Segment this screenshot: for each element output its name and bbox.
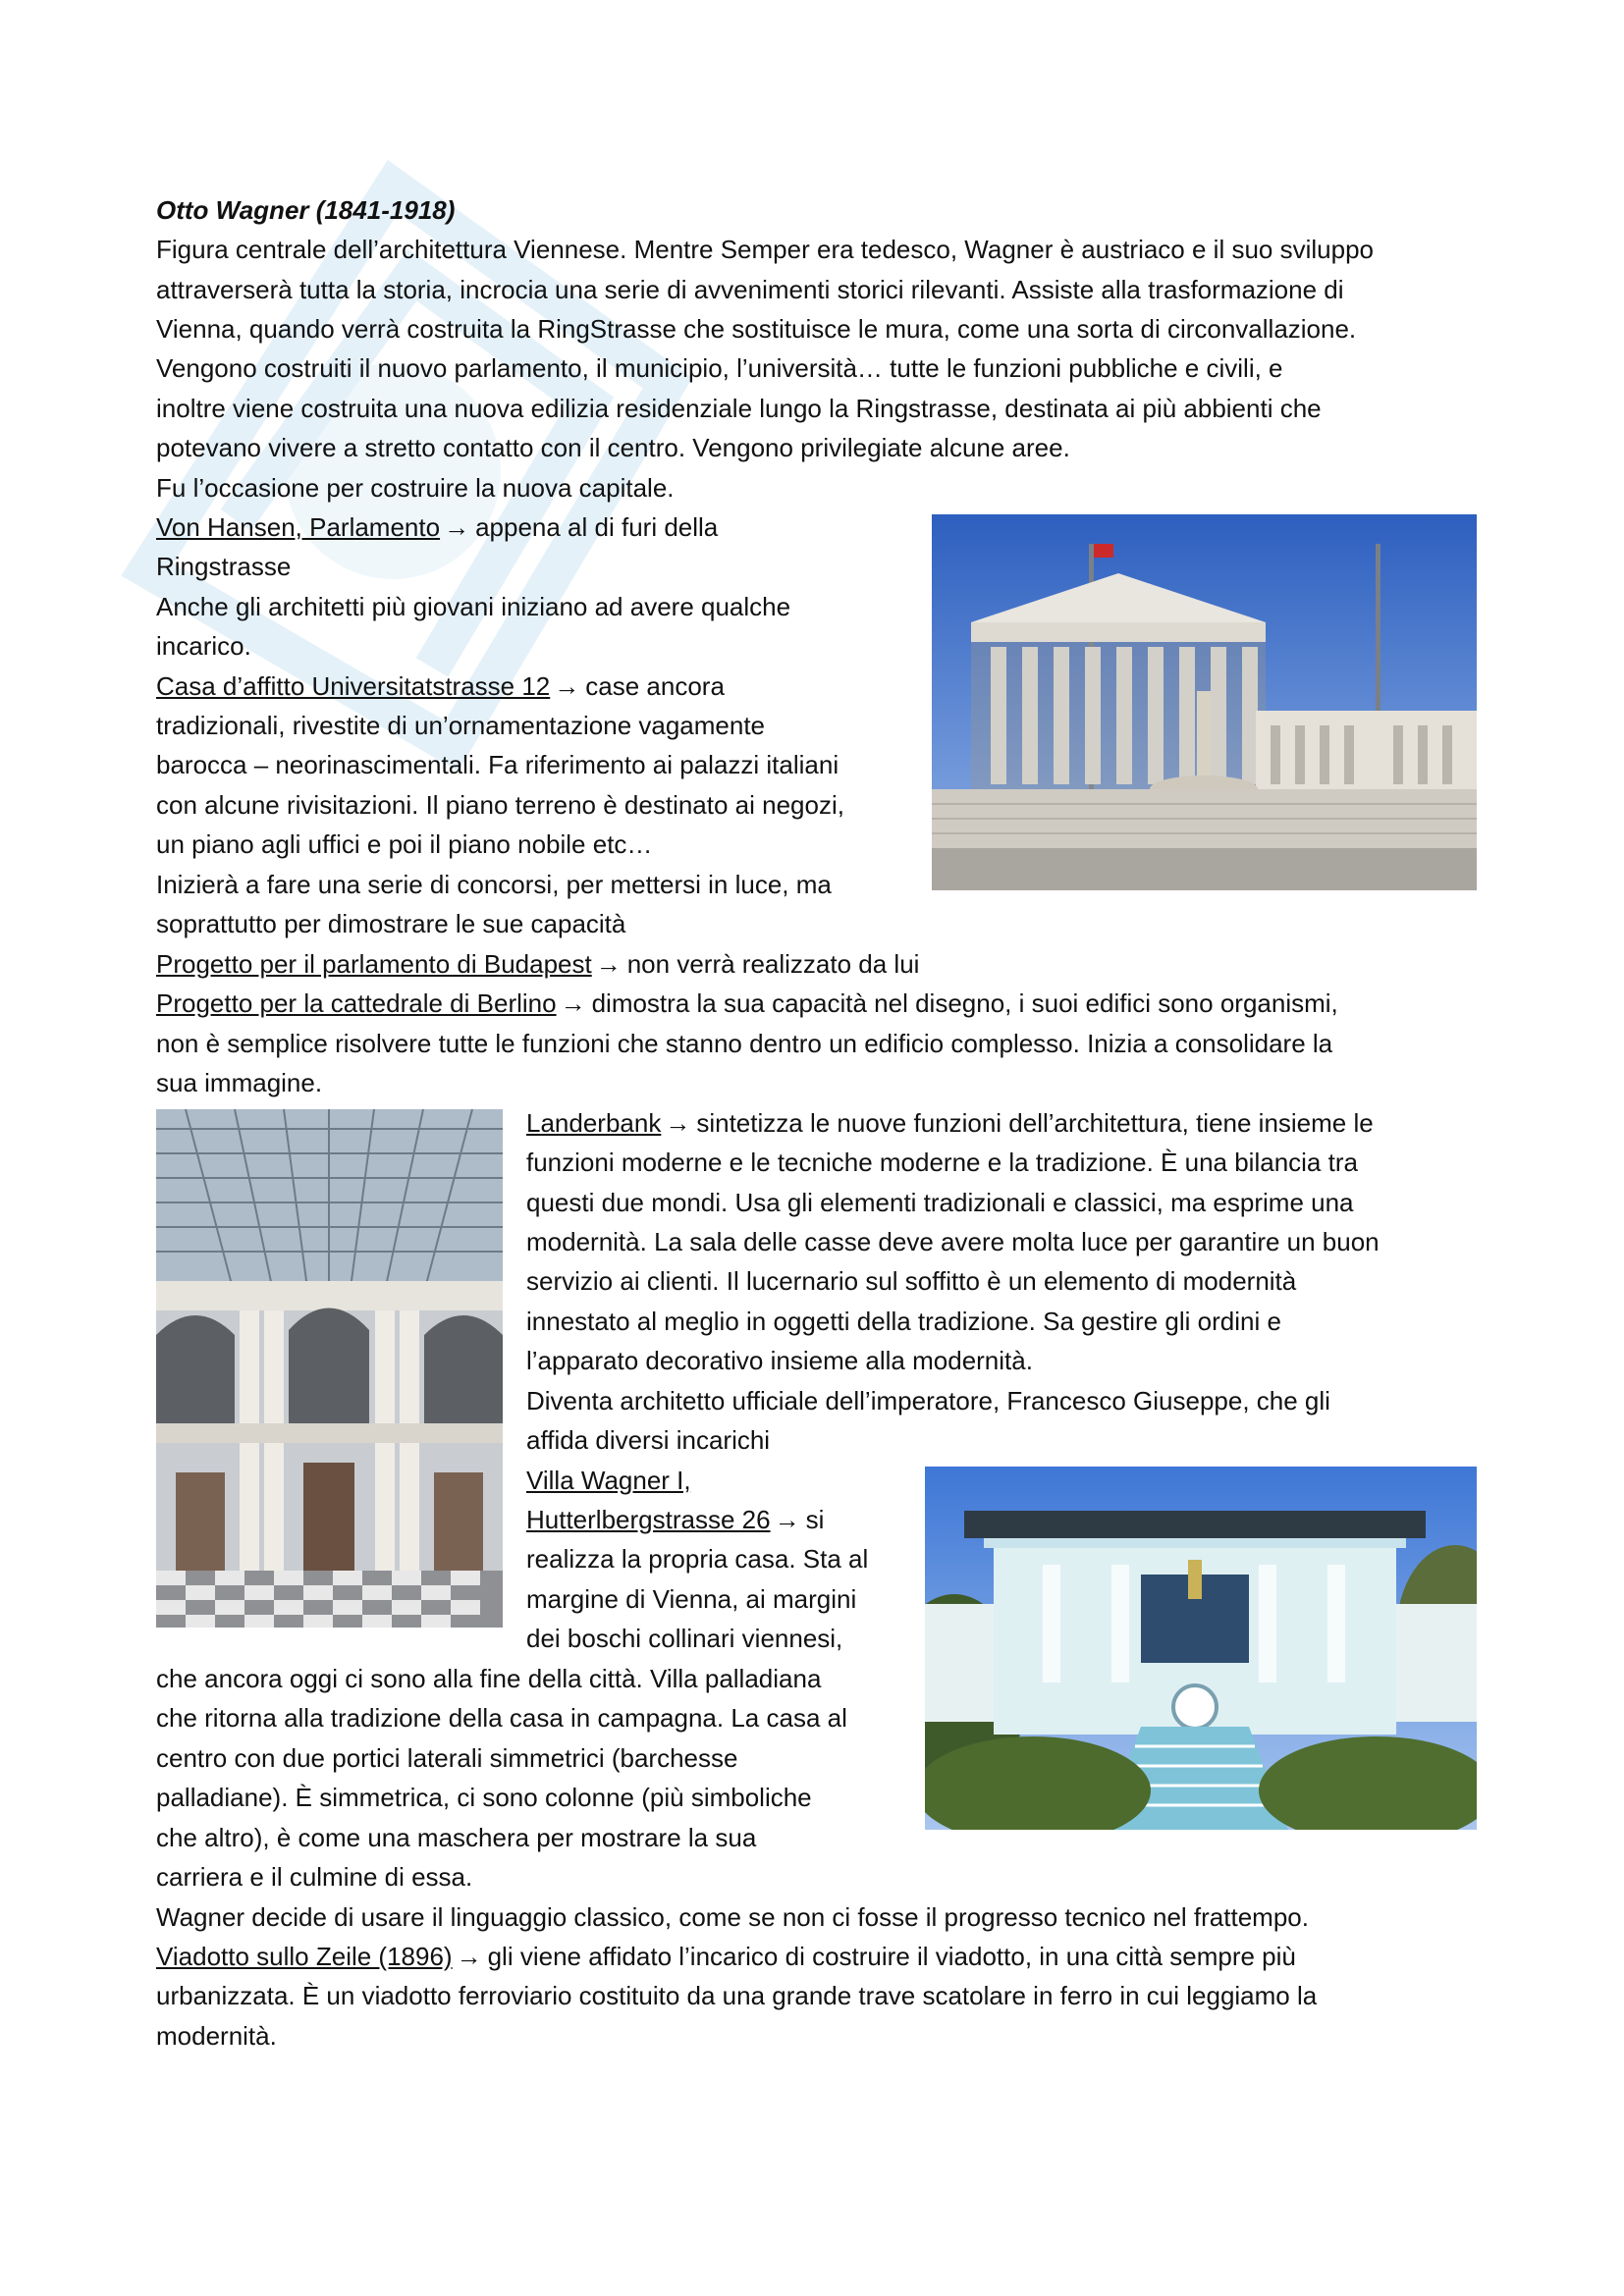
arrow-icon: →: [554, 671, 580, 701]
paragraph-line: [156, 667, 725, 706]
line-text: sintetizza le nuove funzioni dell’architettura, tiene insieme le: [696, 1108, 1374, 1138]
arrow-icon: →: [665, 1108, 691, 1138]
arrow-icon: →: [595, 949, 622, 979]
paragraph-line: Inizierà a fare una serie di concorsi, per mettersi in luce, ma: [156, 870, 832, 899]
reference-hutterlbergstrasse: Hutterlbergstrasse 26: [526, 1505, 771, 1534]
line-text: si: [805, 1505, 825, 1534]
paragraph-line: che altro), è come una maschera per mostrare la sua: [156, 1823, 757, 1852]
reference-budapest: Progetto per il parlamento di Budapest: [156, 949, 592, 979]
arrow-icon: →: [456, 1942, 482, 1971]
line-text: gli viene affidato l’incarico di costruire il viadotto, in una città sempre più: [487, 1942, 1296, 1971]
paragraph-line: centro con due portici laterali simmetrici (barchesse: [156, 1743, 738, 1773]
paragraph-line: Wagner decide di usare il linguaggio classico, come se non ci fosse il progresso tecnico nel frattempo.: [156, 1902, 1309, 1932]
paragraph-line: [156, 1937, 1296, 1976]
paragraph-line: affida diversi incarichi: [526, 1425, 771, 1455]
paragraph-line: [526, 1500, 824, 1539]
reference-viadotto: Viadotto sullo Zeile (1896): [156, 1942, 453, 1971]
paragraph-line: Figura centrale dell’architettura Viennese. Mentre Semper era tedesco, Wagner è austriaco e il suo sviluppo: [156, 235, 1374, 264]
paragraph-line: modernità. La sala delle casse deve avere molta luce per garantire un buon: [526, 1227, 1380, 1256]
paragraph-line: [156, 507, 718, 547]
paragraph-line: servizio ai clienti. Il lucernario sul soffitto è un elemento di modernità: [526, 1266, 1297, 1296]
document-title: Otto Wagner (1841-1918): [156, 195, 456, 225]
paragraph-line: che ancora oggi ci sono alla fine della città. Villa palladiana: [156, 1664, 822, 1693]
line-text: non verrà realizzato da lui: [626, 949, 920, 979]
paragraph-line: soprattutto per dimostrare le sue capacità: [156, 909, 626, 938]
arrow-icon: →: [774, 1505, 800, 1534]
landerbank-photo: [156, 1109, 503, 1628]
paragraph-line: urbanizzata. È un viadotto ferroviario costituito da una grande trave scatolare in ferro in cui leggiamo la: [156, 1981, 1318, 2010]
paragraph-line: attraverserà tutta la storia, incrocia una serie di avvenimenti storici rilevanti. Assiste alla trasformazione di: [156, 275, 1344, 304]
paragraph-line: Fu l’occasione per costruire la nuova capitale.: [156, 473, 675, 503]
reference-landerbank: Landerbank: [526, 1108, 662, 1138]
paragraph-line: potevano vivere a stretto contatto con il centro. Vengono privilegiate alcune aree.: [156, 433, 1070, 462]
paragraph-line: un piano agli uffici e poi il piano nobile etc…: [156, 829, 653, 859]
line-text: case ancora: [585, 671, 725, 701]
arrow-icon: →: [444, 512, 470, 542]
paragraph-line: [156, 944, 919, 984]
paragraph-line: palladiane). È simmetrica, ci sono colonne (più simboliche: [156, 1783, 812, 1812]
line-text: dimostra la sua capacità nel disegno, i suoi edifici sono organismi,: [591, 988, 1338, 1018]
arrow-icon: →: [560, 988, 586, 1018]
paragraph-line: tradizionali, rivestite di un’ornamentazione vagamente: [156, 711, 766, 740]
paragraph-line: inoltre viene costruita una nuova edilizia residenziale lungo la Ringstrasse, destinata ai più abbienti che: [156, 394, 1322, 423]
paragraph-line: modernità.: [156, 2021, 277, 2051]
paragraph-line: Vienna, quando verrà costruita la RingStrasse che sostituisce le mura, come una sorta di circonvallazione.: [156, 314, 1357, 344]
paragraph-line: questi due mondi. Usa gli elementi tradizionali e classici, ma esprime una: [526, 1188, 1354, 1217]
paragraph-line: barocca – neorinascimentali. Fa riferimento ai palazzi italiani: [156, 750, 839, 779]
paragraph-line: carriera e il culmine di essa.: [156, 1862, 473, 1892]
paragraph-line: realizza la propria casa. Sta al: [526, 1544, 869, 1574]
paragraph-line: margine di Vienna, ai margini: [526, 1584, 857, 1614]
paragraph-line: che ritorna alla tradizione della casa in campagna. La casa al: [156, 1703, 847, 1733]
reference-parlamento: Von Hansen, Parlamento: [156, 512, 441, 542]
paragraph-line: Anche gli architetti più giovani iniziano ad avere qualche: [156, 592, 791, 621]
paragraph-line: innestato al meglio in oggetti della tradizione. Sa gestire gli ordini e: [526, 1307, 1281, 1336]
paragraph-line: Vengono costruiti il nuovo parlamento, il municipio, l’università… tutte le funzioni pubbliche e civili, e: [156, 353, 1283, 383]
paragraph-line: [526, 1103, 1374, 1143]
line-text: appena al di furi della: [475, 512, 719, 542]
reference-berlino: Progetto per la cattedrale di Berlino: [156, 988, 557, 1018]
villa-wagner-photo: [925, 1467, 1477, 1830]
paragraph-line: l’apparato decorativo insieme alla modernità.: [526, 1346, 1033, 1375]
paragraph-line: Diventa architetto ufficiale dell’imperatore, Francesco Giuseppe, che gli: [526, 1386, 1330, 1415]
paragraph-line: Ringstrasse: [156, 552, 292, 581]
paragraph-line: sua immagine.: [156, 1068, 323, 1097]
paragraph-line: dei boschi collinari viennesi,: [526, 1624, 843, 1653]
paragraph-line: [156, 984, 1338, 1023]
paragraph-line: funzioni moderne e le tecniche moderne e la tradizione. È una bilancia tra: [526, 1148, 1358, 1177]
paragraph-line: con alcune rivisitazioni. Il piano terreno è destinato ai negozi,: [156, 790, 844, 820]
reference-villa-wagner: Villa Wagner I,: [526, 1466, 691, 1495]
paragraph-line: non è semplice risolvere tutte le funzioni che stanno dentro un edificio complesso. Inizia a consolidare la: [156, 1029, 1333, 1058]
reference-universitatstrasse: Casa d’affitto Universitatstrasse 12: [156, 671, 551, 701]
parliament-photo: [932, 514, 1477, 890]
paragraph-line: incarico.: [156, 631, 251, 661]
